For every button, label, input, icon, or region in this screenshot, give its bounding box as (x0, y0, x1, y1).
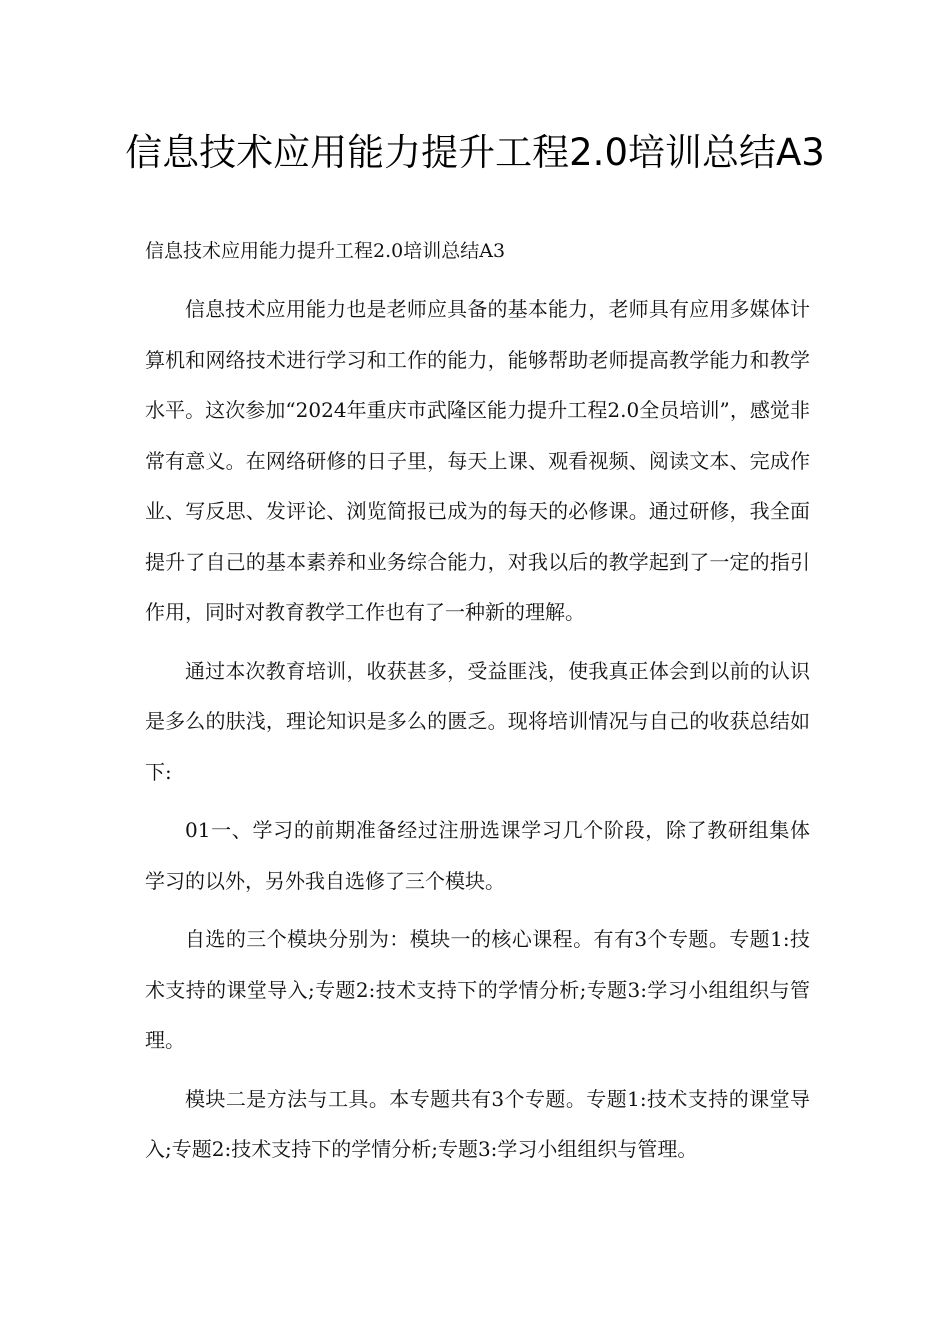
paragraph-module-two: 模块二是方法与工具。本专题共有3个专题。专题1:技术支持的课堂导入;专题2:技术支持下的学情分析;专题3:学习小组组织与管理。 (145, 1086, 810, 1161)
paragraph-intro: 信息技术应用能力也是老师应具备的基本能力，老师具有应用多媒体计算机和网络技术进行学习和工作的能力，能够帮助老师提高教学能力和教学水平。这次参加“2024年重庆市武隆区能力提升工程2.0全员培训”，感觉非常有意义。在网络研修的日子里，每天上课、观看视频、阅读文本、完成作业、写反思、发评论、浏览简报已成为的每天的必修课。通过研修，我全面提升了自己的基本素养和业务综合能力，对我以后的教学起到了一定的指引作用，同时对教育教学工作也有了一种新的理解。 (145, 297, 810, 624)
paragraph-training-summary: 通过本次教育培训，收获甚多，受益匪浅，使我真正体会到以前的认识是多么的肤浅，理论知识是多么的匮乏。现将培训情况与自己的收获总结如下: (145, 658, 810, 784)
paragraph-module-one: 自选的三个模块分别为：模块一的核心课程。有有3个专题。专题1:技术支持的课堂导入;专题2:技术支持下的学情分析;专题3:学习小组组织与管理。 (145, 927, 810, 1052)
paragraph-preparation: 01一、学习的前期准备经过注册选课学习几个阶段，除了教研组集体学习的以外，另外我自选修了三个模块。 (145, 818, 810, 893)
document-body (145, 284, 810, 1183)
document-title: 信息技术应用能力提升工程2.0培训总结A3 (125, 131, 825, 174)
document-subtitle: 信息技术应用能力提升工程2.0培训总结A3 (145, 240, 506, 262)
